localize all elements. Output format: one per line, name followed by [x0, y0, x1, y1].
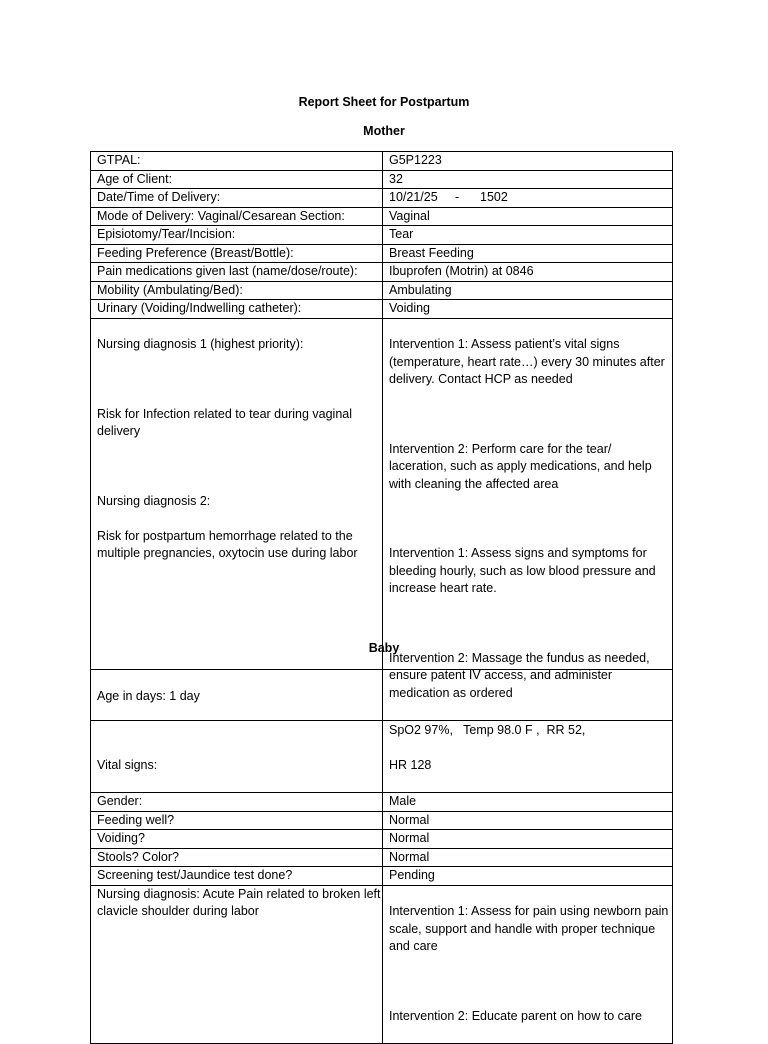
- feeding-label: Feeding well?: [91, 811, 383, 830]
- table-row: [91, 244, 673, 263]
- table-row: [91, 318, 673, 720]
- spacer: [389, 973, 672, 990]
- delivery-mode-label: Mode of Delivery: Vaginal/Cesarean Section:: [91, 207, 383, 226]
- mother-heading: Mother: [363, 124, 405, 138]
- age-label: Age of Client:: [91, 170, 383, 189]
- spacer: [389, 511, 672, 528]
- table-row: [91, 152, 673, 171]
- table-row: [91, 830, 673, 849]
- intervention-text: Intervention 2: Perform care for the tear/ laceration, such as apply medications, and help with cleaning the affected area: [389, 441, 652, 491]
- baby-heading: Baby: [368, 641, 400, 655]
- table-row: [91, 281, 673, 300]
- feeding-preference-label: Feeding Preference (Breast/Bottle):: [91, 244, 383, 263]
- table-row: [91, 670, 673, 793]
- age-value: 32: [383, 170, 673, 189]
- spacer: [389, 406, 672, 423]
- nursing-diagnosis-1-text: Risk for Infection related to tear during vaginal delivery: [97, 406, 352, 438]
- voiding-value: Normal: [383, 830, 673, 849]
- vital-signs-value-cell: [383, 670, 673, 793]
- table-row: [91, 867, 673, 886]
- table-row: [91, 263, 673, 282]
- intervention-text: Intervention 2: Massage the fundus as needed, ensure patent IV access, and administer medication as ordered: [389, 650, 650, 700]
- screening-label: Screening test/Jaundice test done?: [91, 867, 383, 886]
- nursing-diagnosis-2-label: Nursing diagnosis 2:: [97, 493, 211, 508]
- nursing-diagnosis-2-text: Risk for postpartum hemorrhage related to the multiple pregnancies, oxytocin use during labor: [97, 528, 358, 560]
- table-row: [91, 189, 673, 208]
- pain-medication-label: Pain medications given last (name/dose/route):: [91, 263, 383, 282]
- table-row: [91, 811, 673, 830]
- screening-value: Pending: [383, 867, 673, 886]
- gender-label: Gender:: [91, 793, 383, 812]
- episiotomy-label: Episiotomy/Tear/Incision:: [91, 226, 383, 245]
- intervention-text: Intervention 1: Assess for pain using newborn pain scale, support and handle with proper technique and care: [389, 904, 669, 953]
- nursing-diagnosis-cell: [91, 318, 383, 720]
- vital-signs-label: Vital signs:: [97, 758, 158, 772]
- spacer: [389, 615, 672, 632]
- pain-medication-value: Ibuprofen (Motrin) at 0846: [383, 263, 673, 282]
- spacer: [97, 458, 382, 475]
- vital-signs-value: HR 128: [389, 758, 432, 772]
- baby-interventions-cell: [383, 885, 673, 1043]
- vital-signs-value: SpO2 97%, Temp 98.0 F , RR 52,: [389, 723, 586, 737]
- mother-table: [90, 151, 673, 721]
- intervention-text: Intervention 1: Assess signs and symptoms for bleeding hourly, such as low blood pressure and increase heart rate.: [389, 546, 656, 595]
- delivery-datetime-label: Date/Time of Delivery:: [91, 189, 383, 208]
- baby-nursing-diagnosis: Nursing diagnosis: Acute Pain related to broken left clavicle shoulder during labor: [91, 885, 383, 1043]
- mobility-value: Ambulating: [383, 281, 673, 300]
- document-title: Report Sheet for Postpartum: [298, 95, 470, 109]
- urinary-value: Voiding: [383, 300, 673, 319]
- table-row: [91, 226, 673, 245]
- episiotomy-value: Tear: [383, 226, 673, 245]
- stools-label: Stools? Color?: [91, 848, 383, 867]
- table-row: [91, 848, 673, 867]
- baby-table: [90, 669, 673, 1044]
- baby-age-vitals-cell: [91, 670, 383, 793]
- spacer: [97, 371, 382, 388]
- nursing-diagnosis-1-label: Nursing diagnosis 1 (highest priority):: [97, 337, 304, 351]
- delivery-mode-value: Vaginal: [383, 207, 673, 226]
- gender-value: Male: [383, 793, 673, 812]
- gtpal-value: G5P1223: [383, 152, 673, 171]
- mobility-label: Mobility (Ambulating/Bed):: [91, 281, 383, 300]
- spacer: [389, 688, 672, 705]
- urinary-label: Urinary (Voiding/Indwelling catheter):: [91, 300, 383, 319]
- spacer: [97, 723, 382, 740]
- gtpal-label: GTPAL:: [91, 152, 383, 171]
- stools-value: Normal: [383, 848, 673, 867]
- interventions-cell: [383, 318, 673, 720]
- table-row: [91, 793, 673, 812]
- voiding-label: Voiding?: [91, 830, 383, 849]
- table-row: [91, 207, 673, 226]
- table-row: [91, 300, 673, 319]
- feeding-value: Normal: [383, 811, 673, 830]
- delivery-datetime-value: 10/21/25 - 1502: [383, 189, 673, 208]
- table-row: [91, 170, 673, 189]
- table-row: [91, 885, 673, 1043]
- feeding-preference-value: Breast Feeding: [383, 244, 673, 263]
- intervention-text: Intervention 1: Assess patient’s vital signs (temperature, heart rate…) every 30 minutes after delivery. Contact HCP as needed: [389, 337, 665, 386]
- baby-age-label: Age in days: 1 day: [97, 688, 200, 703]
- intervention-text: Intervention 2: Educate parent on how to care: [389, 1008, 642, 1023]
